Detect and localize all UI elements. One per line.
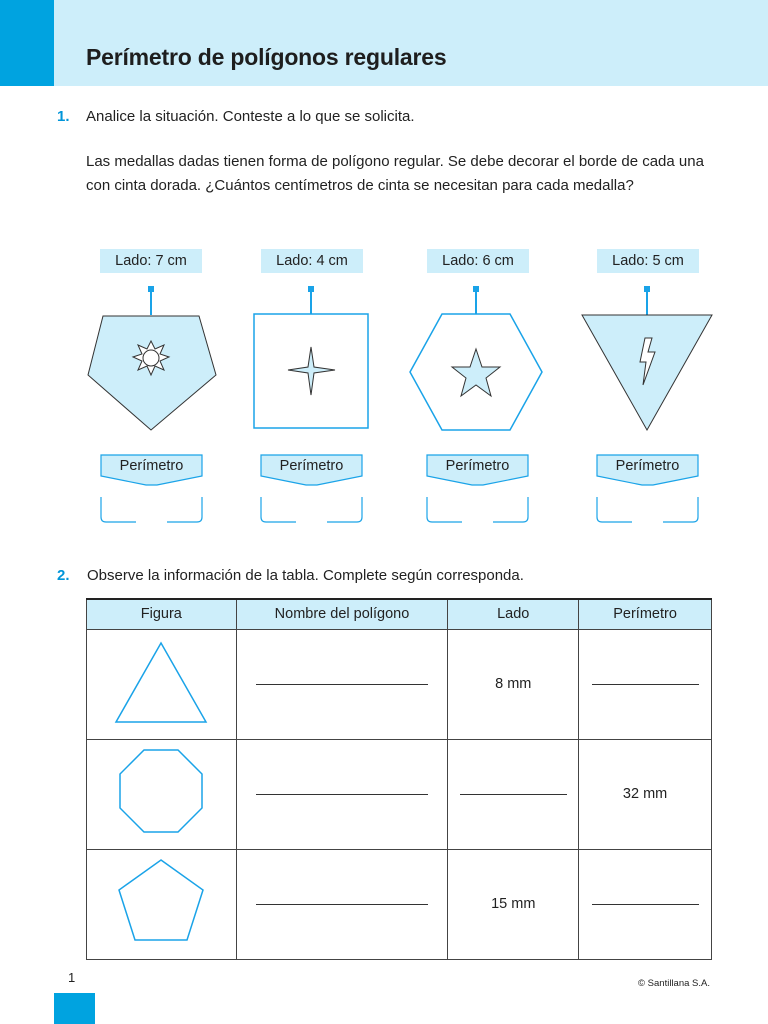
perimeter-label-4: Perímetro: [615, 458, 680, 474]
header-accent: [0, 0, 54, 86]
answer-blank[interactable]: [256, 794, 428, 795]
octagon-figure: [116, 747, 206, 837]
name-cell[interactable]: [236, 739, 448, 849]
table-row: [87, 629, 712, 739]
pentagon-figure: [113, 857, 209, 947]
medal-pentagon: [88, 286, 216, 430]
figure-cell: [87, 739, 237, 849]
medals-figure: [0, 280, 768, 530]
figure-cell: [87, 629, 237, 739]
table-header-row: [87, 599, 712, 629]
perimeter-cell[interactable]: [579, 629, 712, 739]
perimeter-label-1: Perímetro: [119, 458, 184, 474]
ribbon-clip: [644, 286, 650, 292]
side-label-square: Lado: 4 cm: [261, 249, 363, 273]
medal-triangle: [582, 286, 712, 430]
copyright: © Santillana S.A.: [638, 978, 710, 989]
perimeter-cell[interactable]: [579, 849, 712, 959]
perimeter-label-3: Perímetro: [445, 458, 510, 474]
answer-blank[interactable]: [592, 904, 699, 905]
answer-blank[interactable]: [256, 904, 428, 905]
name-cell[interactable]: [236, 629, 448, 739]
page-title: Perímetro de polígonos regulares: [86, 44, 447, 70]
medal-square: [254, 286, 368, 428]
question-2-instruction: Observe la información de la tabla. Complete según corresponda.: [87, 567, 524, 584]
question-2-number: 2.: [57, 567, 70, 584]
table-row: [87, 849, 712, 959]
footer-accent: [54, 993, 95, 1024]
header-lado: Lado: [448, 599, 579, 629]
ribbon-clip: [308, 286, 314, 292]
question-1-instruction: Analice la situación. Conteste a lo que se solicita.: [86, 108, 415, 125]
header-figura: Figura: [87, 599, 237, 629]
perimeter-label-2: Perímetro: [279, 458, 344, 474]
name-cell[interactable]: [236, 849, 448, 959]
figure-cell: [87, 849, 237, 959]
ribbon-clip: [473, 286, 479, 292]
polygon-table: [86, 598, 712, 960]
answer-blank[interactable]: [592, 684, 699, 685]
perimeter-cell: 32 mm: [579, 739, 712, 849]
medal-hexagon: [410, 286, 542, 430]
side-cell[interactable]: [448, 739, 579, 849]
side-label-pentagon: Lado: 7 cm: [100, 249, 202, 273]
sun-icon: [133, 341, 169, 375]
header-nombre: Nombre del polígono: [236, 599, 448, 629]
ribbon-clip: [148, 286, 154, 292]
triangle-figure: [111, 637, 211, 727]
question-1-paragraph: Las medallas dadas tienen forma de polígono regular. Se debe decorar el borde de cada una con cinta dorada. ¿Cuántos centímetros de cinta se necesitan para cada medalla?: [86, 153, 704, 194]
question-1-number: 1.: [57, 108, 70, 125]
side-cell: 8 mm: [448, 629, 579, 739]
page-number: 1: [68, 970, 76, 985]
table-row: [87, 739, 712, 849]
answer-blank[interactable]: [460, 794, 567, 795]
side-cell: 15 mm: [448, 849, 579, 959]
answer-blank[interactable]: [256, 684, 428, 685]
header-perimetro: Perímetro: [579, 599, 712, 629]
side-label-hexagon: Lado: 6 cm: [427, 249, 529, 273]
side-label-triangle: Lado: 5 cm: [597, 249, 699, 273]
header-band: [0, 0, 768, 86]
